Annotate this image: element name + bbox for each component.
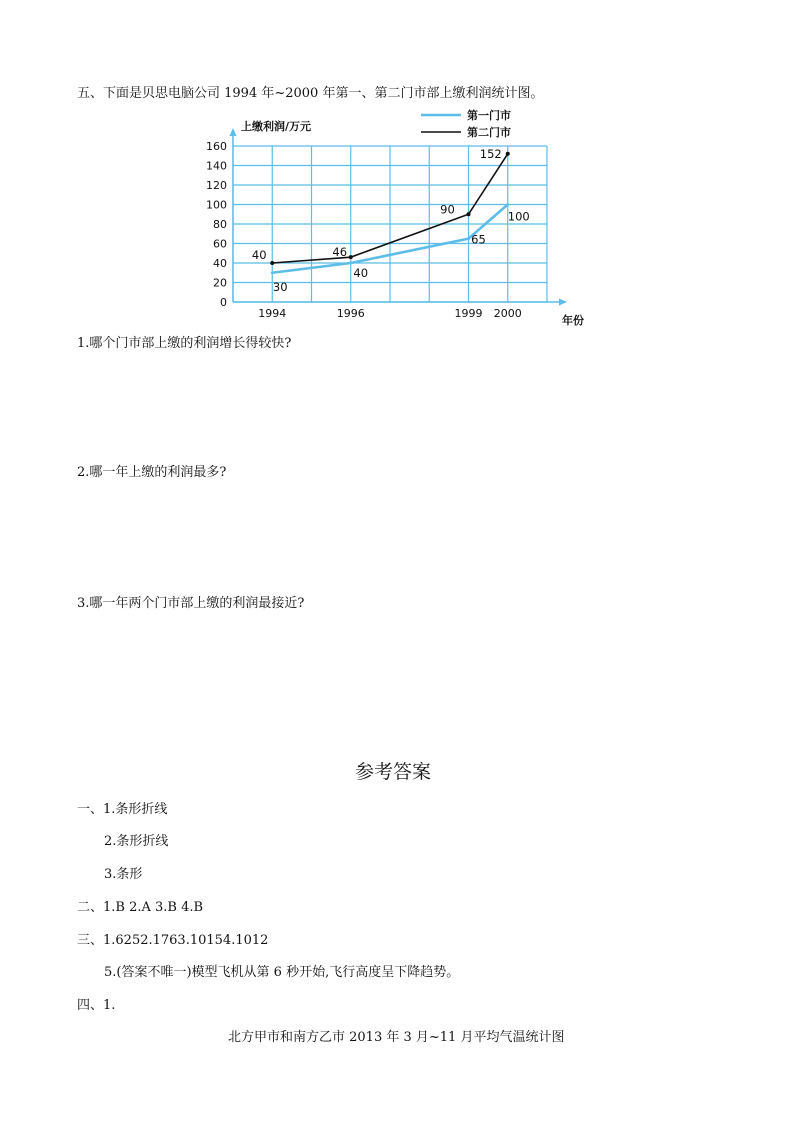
data-label: 152 <box>479 146 502 161</box>
data-point <box>467 212 471 216</box>
data-point <box>467 237 470 240</box>
question-1: 1.哪个门市部上缴的利润增长得较快? <box>77 336 292 351</box>
data-label: 46 <box>332 245 348 260</box>
x-tick-label: 2000 <box>493 307 522 320</box>
data-point <box>349 255 353 259</box>
answer-1-2: 2.条形折线 <box>104 834 169 849</box>
answer-3-5: 5.(答案不唯一)模型飞机从第 6 秒开始,飞行高度呈下降趋势。 <box>104 965 460 980</box>
answer-3: 三、1.6252.1763.10154.1012 <box>77 933 269 948</box>
data-label: 90 <box>440 202 455 217</box>
chart-legend <box>421 108 511 139</box>
answer-1-1: 一、1.条形折线 <box>77 802 168 817</box>
y-tick-label: 140 <box>206 159 227 173</box>
answers-title: 参考答案 <box>355 761 432 783</box>
x-axis-title: 年份 <box>562 314 584 327</box>
data-point <box>271 271 274 274</box>
x-tick-label: 1999 <box>454 307 483 320</box>
question-3: 3.哪一年两个门市部上缴的利润最接近? <box>77 596 305 611</box>
answer-4-caption: 北方甲市和南方乙市 2013 年 3 月~11 月平均气温统计图 <box>228 1030 565 1045</box>
data-label: 30 <box>272 279 288 294</box>
data-point <box>349 262 352 265</box>
y-tick-label: 160 <box>206 140 227 153</box>
data-label: 40 <box>353 266 369 280</box>
y-axis-arrow <box>230 128 237 136</box>
x-tick-label: 1994 <box>258 307 287 320</box>
y-tick-label: 100 <box>206 198 227 212</box>
y-tick-label: 0 <box>220 296 227 309</box>
y-tick-label: 120 <box>206 179 227 192</box>
section5-intro: 五、下面是贝思电脑公司 1994 年~2000 年第一、第二门市部上缴利润统计图。 <box>77 86 544 101</box>
chart-labels <box>206 119 584 327</box>
profit-line-chart <box>195 100 605 330</box>
answer-2: 二、1.B 2.A 3.B 4.B <box>77 900 204 915</box>
y-axis-title: 上缴利润/万元 <box>241 120 312 133</box>
data-label: 100 <box>507 209 530 224</box>
data-point <box>506 203 509 206</box>
data-label: 40 <box>251 248 267 262</box>
x-tick-label: 1996 <box>336 307 365 320</box>
x-axis-arrow <box>559 299 567 306</box>
y-tick-label: 80 <box>213 218 227 231</box>
answer-4: 四、1. <box>77 998 116 1013</box>
question-2: 2.哪一年上缴的利润最多? <box>77 465 227 480</box>
y-tick-label: 20 <box>213 276 227 290</box>
answer-1-3: 3.条形 <box>104 867 143 882</box>
data-label: 65 <box>471 232 486 247</box>
data-point <box>270 261 274 265</box>
y-tick-label: 60 <box>213 237 227 251</box>
chart-grid <box>233 146 547 302</box>
legend-label-2: 第二门市 <box>467 126 511 139</box>
data-point <box>506 152 510 156</box>
y-tick-label: 40 <box>213 257 227 270</box>
legend-label-1: 第一门市 <box>467 109 511 122</box>
